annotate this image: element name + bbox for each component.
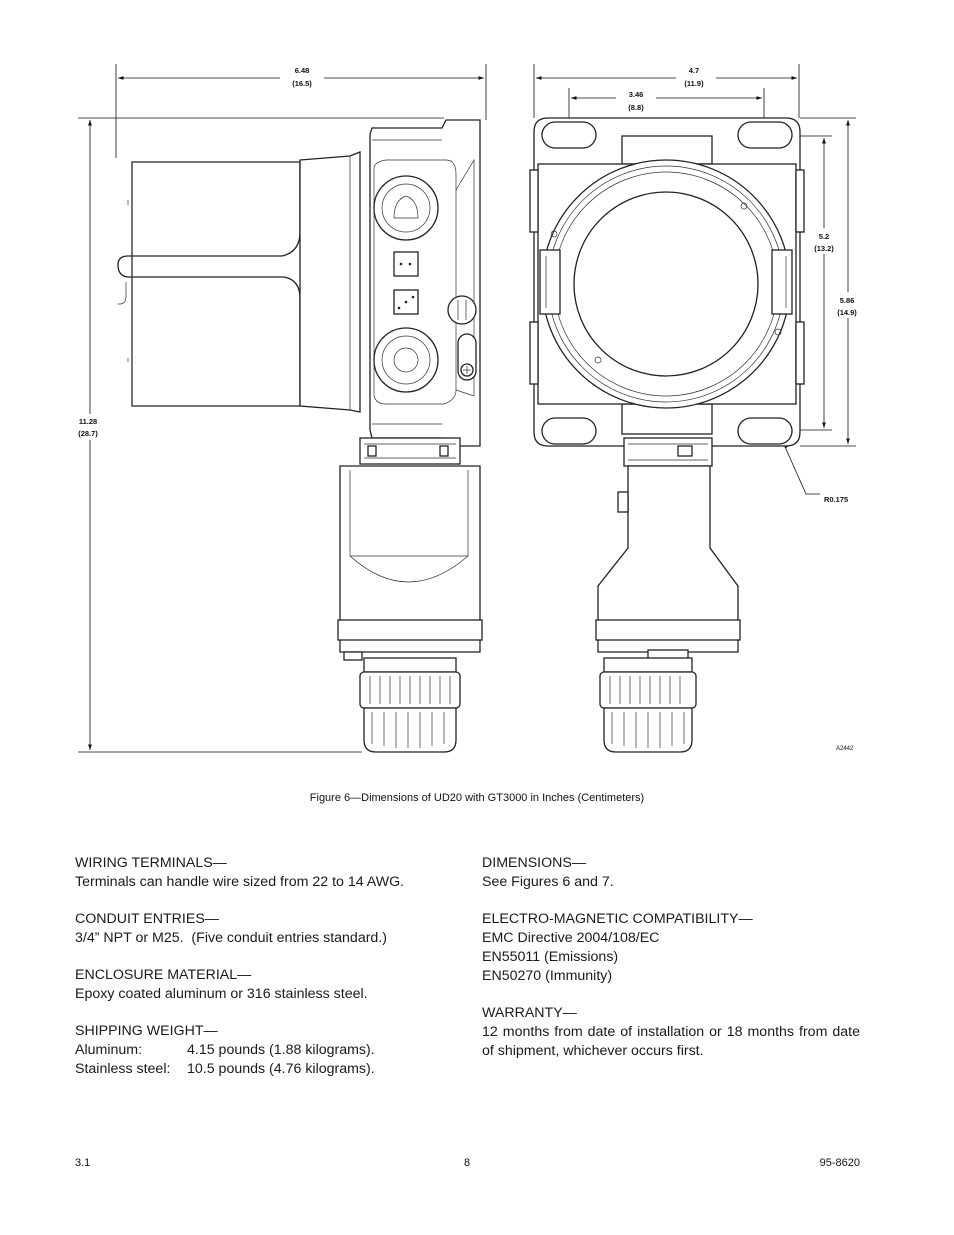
height-value: 11.28	[78, 417, 98, 426]
spec-shipping-weight	[75, 1022, 455, 1079]
height-metric: (28.7)	[78, 429, 98, 438]
dimension-front-width	[534, 64, 799, 118]
figure-caption: Figure 6—Dimensions of UD20 with GT3000 in Inches (Centimeters)	[309, 792, 645, 804]
weight-label: Stainless steel:	[75, 1061, 171, 1077]
side-view-drawing	[118, 120, 482, 752]
specs-left-column	[75, 854, 455, 1097]
spec-emc	[482, 910, 860, 986]
slot-spacing-metric: (8.8)	[628, 103, 644, 112]
spec-heading: SHIPPING WEIGHT—	[75, 1023, 218, 1039]
spec-text: 3/4” NPT or M25. (Five conduit entries standard.)	[75, 930, 387, 946]
spec-text: EMC Directive 2004/108/EC	[482, 930, 660, 946]
spec-heading: WARRANTY—	[482, 1005, 577, 1021]
side-width-metric: (16.5)	[292, 79, 312, 88]
spec-text: See Figures 6 and 7.	[482, 874, 614, 890]
weight-value: 4.15 pounds (1.88 kilograms).	[187, 1042, 375, 1058]
hole-spacing-value: 5.2	[818, 232, 830, 241]
weight-row-aluminum	[75, 1041, 455, 1060]
spec-conduit-entries	[75, 910, 455, 948]
front-width-metric: (11.9)	[684, 79, 704, 88]
spec-heading: DIMENSIONS—	[482, 855, 587, 871]
spec-text: Epoxy coated aluminum or 316 stainless steel.	[75, 986, 368, 1002]
document-number: 95-8620	[819, 1157, 860, 1169]
weight-row-stainless	[75, 1060, 455, 1079]
weight-value: 10.5 pounds (4.76 kilograms).	[187, 1061, 375, 1077]
body-height-metric: (14.9)	[837, 308, 857, 317]
spec-text: EN50270 (Immunity)	[482, 968, 613, 984]
spec-text: EN55011 (Emissions)	[482, 949, 619, 965]
page-number: 8	[463, 1157, 471, 1169]
spec-heading: ELECTRO-MAGNETIC COMPATIBILITY—	[482, 911, 753, 927]
spec-text: Terminals can handle wire sized from 22 to 14 AWG.	[75, 874, 405, 890]
dimension-body-height	[800, 118, 868, 446]
spec-heading: WIRING TERMINALS—	[75, 855, 227, 871]
spec-text: 12 months from date of installation or 18 months from date of shipment, whichever occurs first.	[482, 1024, 860, 1059]
spec-heading: ENCLOSURE MATERIAL—	[75, 967, 252, 983]
spec-dimensions	[482, 854, 860, 892]
front-view-drawing	[530, 118, 804, 752]
drawing-reference: A2442	[836, 746, 854, 752]
hole-spacing-metric: (13.2)	[814, 244, 834, 253]
spec-enclosure-material	[75, 966, 455, 1004]
footer-revision: 3.1	[75, 1157, 91, 1169]
radius-callout	[782, 440, 848, 504]
weight-label: Aluminum:	[75, 1042, 143, 1058]
body-height-value: 5.86	[839, 296, 855, 305]
spec-heading: CONDUIT ENTRIES—	[75, 911, 219, 927]
spec-wiring-terminals	[75, 854, 455, 892]
spec-warranty	[482, 1004, 860, 1061]
front-width-value: 4.7	[688, 66, 700, 75]
slot-spacing-value: 3.46	[628, 90, 644, 99]
specs-right-column	[482, 854, 860, 1079]
side-width-value: 6.48	[294, 66, 310, 75]
radius-label: R0.175	[824, 495, 849, 504]
